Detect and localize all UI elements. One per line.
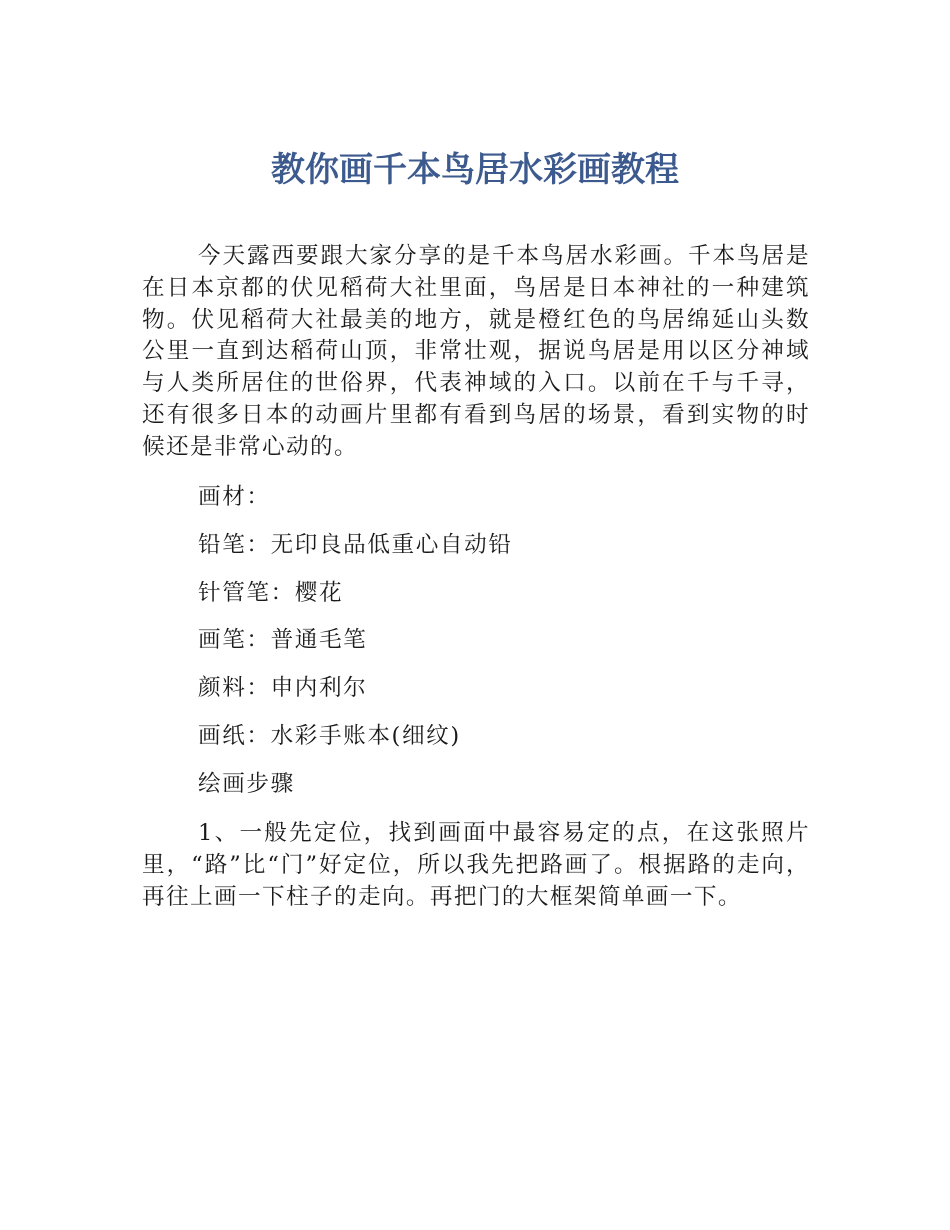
material-item-brush: 画笔：普通毛笔 bbox=[198, 627, 368, 653]
material-item-paper: 画纸：水彩手账本(细纹) bbox=[198, 723, 461, 749]
step-1-paragraph: 1、一般先定位，找到画面中最容易定的点，在这张照片里，“路”比“门”好定位，所以我先把路画了。根据路的走向，再往上画一下柱子的走向。再把门的大框架简单画一下。 bbox=[142, 820, 810, 910]
materials-heading: 画材： bbox=[198, 484, 271, 510]
page-title: 教你画千本鸟居水彩画教程 bbox=[271, 150, 679, 190]
intro-paragraph: 今天露西要跟大家分享的是千本鸟居水彩画。千本鸟居是在日本京都的伏见稻荷大社里面，鸟居是日本神社的一种建筑物。伏见稻荷大社最美的地方，就是橙红色的鸟居绵延山头数公里一直到达稻荷山顶，非常壮观，据说鸟居是用以区分神域与人类所居住的世俗界，代表神域的入口。以前在千与千寻，还有很多日本的动画片里都有看到鸟居的场景，看到实物的时候还是非常心动的。 bbox=[142, 243, 810, 460]
material-item-fineliner: 针管笔：樱花 bbox=[198, 580, 344, 606]
steps-heading: 绘画步骤 bbox=[198, 771, 295, 797]
material-item-pencil: 铅笔：无印良品低重心自动铅 bbox=[198, 532, 513, 558]
material-item-paint: 颜料：申内利尔 bbox=[198, 675, 368, 701]
